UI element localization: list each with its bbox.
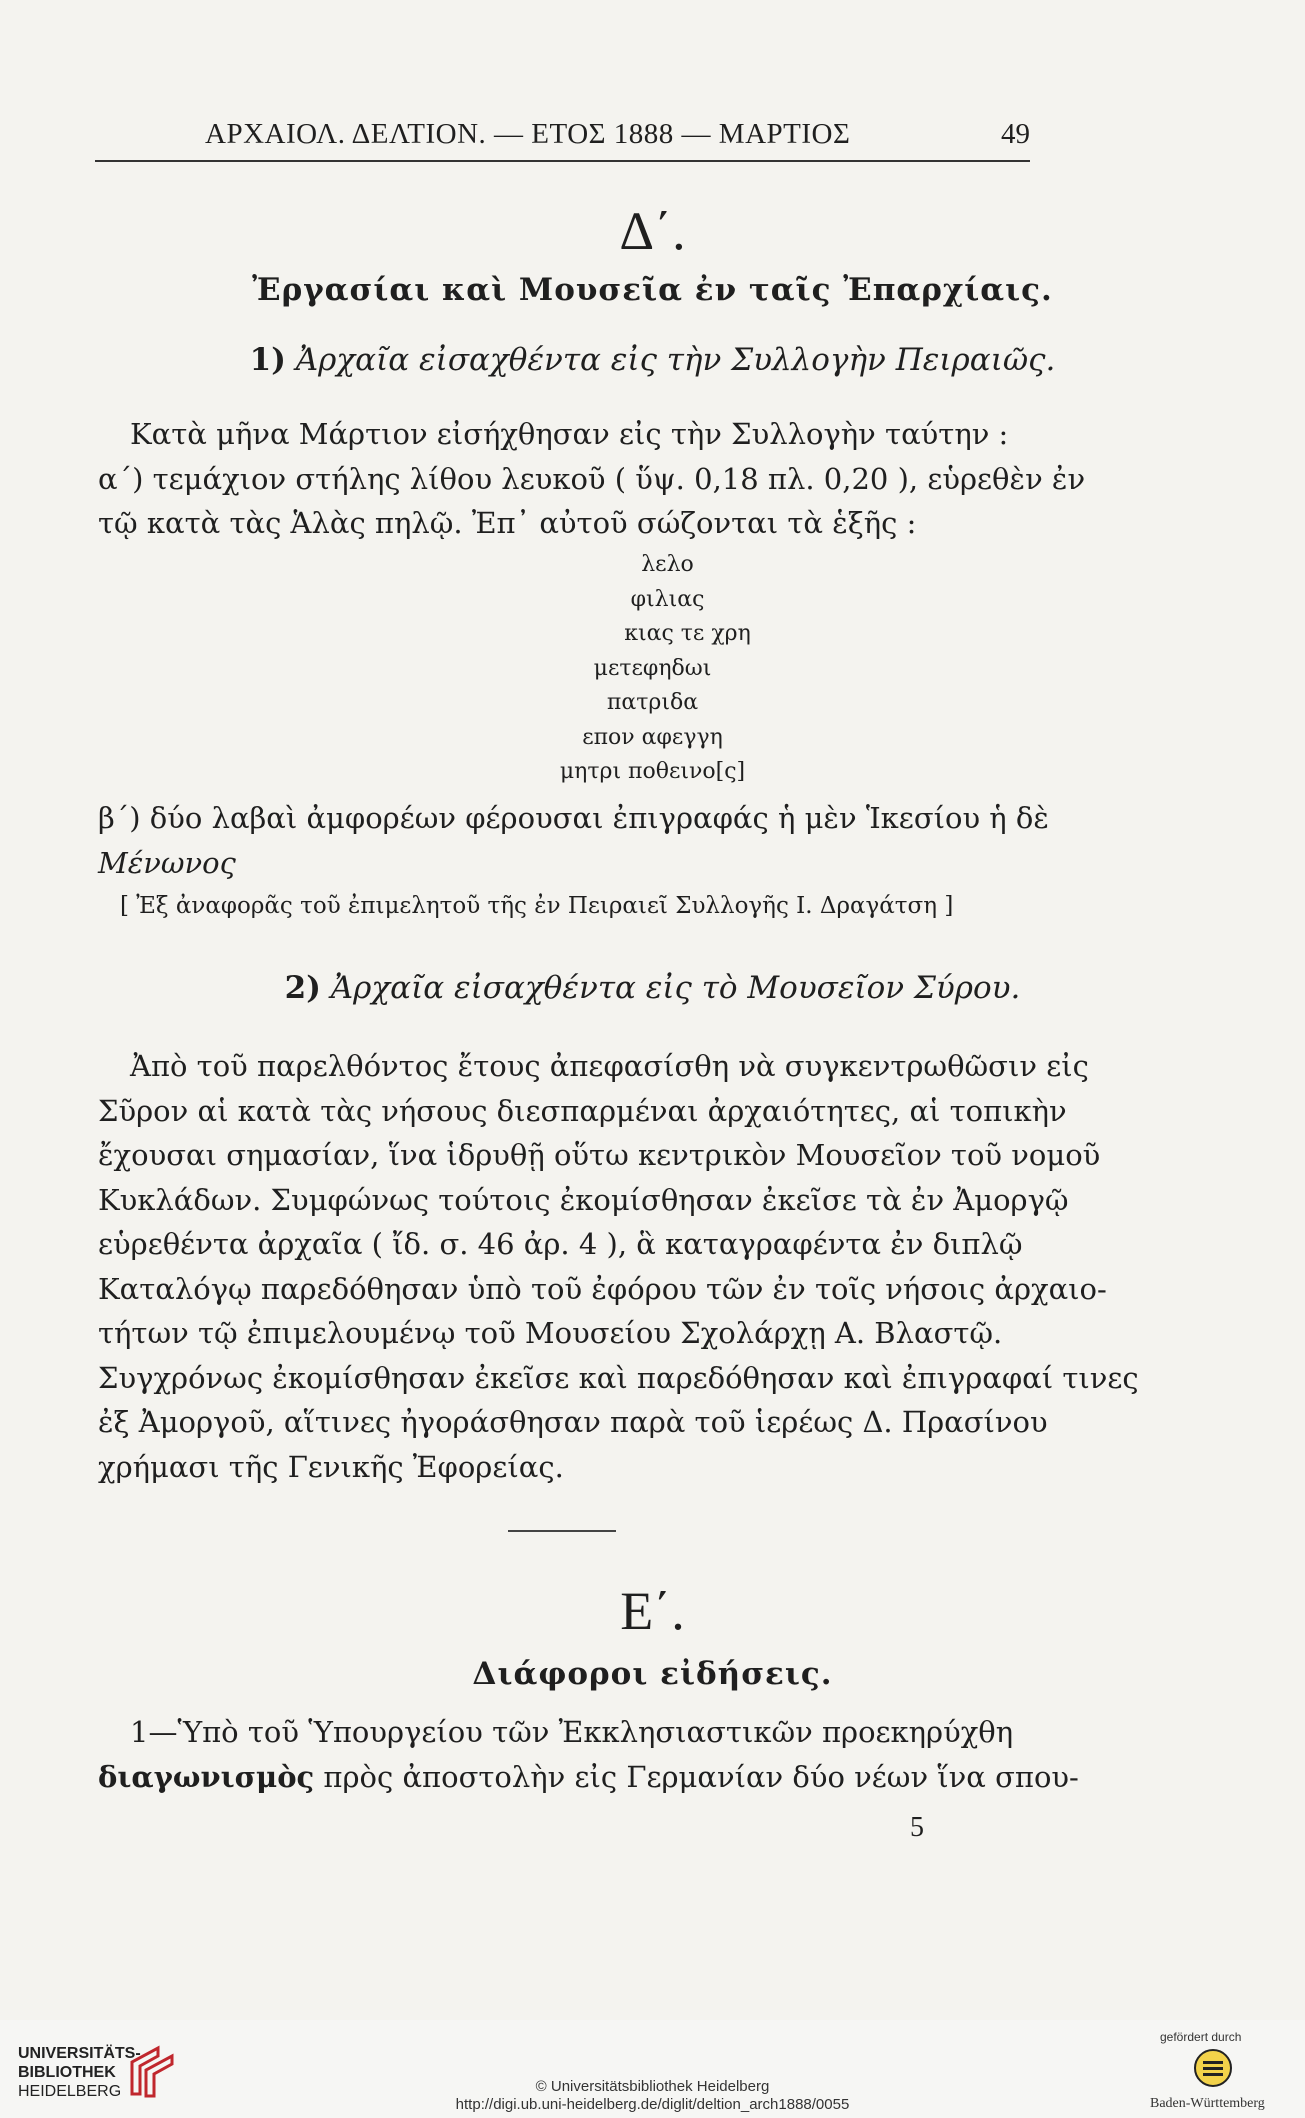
running-head: ΑΡΧΑΙΟΛ. ΔΕΛΤΙΟΝ. — ΕΤΟΣ 1888 — ΜΑΡΤΙΟΣ (205, 118, 851, 150)
bold-word: διαγωνισμὸς (98, 1759, 315, 1794)
inscription-line: φιλιας (630, 586, 705, 612)
page-number: 49 (1001, 118, 1030, 150)
signature-mark: 5 (910, 1812, 924, 1843)
subheading-1-number: 1) (249, 342, 286, 378)
text-line: ἐξ Ἀμοργοῦ, αἵτινες ἠγοράσθησαν παρὰ τοῦ ἱερέως Δ. Πρασίνου (98, 1405, 1048, 1439)
copyright-notice: © Universitätsbibliothek Heidelberg (535, 2078, 770, 2095)
footer-bar (0, 2020, 1305, 2118)
section-e-mark: Ε΄. (620, 1581, 685, 1641)
inscription-line: μετεφηδωι (593, 655, 712, 681)
inscription-line: πατριδα (606, 690, 699, 715)
text-line-rest: πρὸς ἀποστολὴν εἰς Γερμανίαν δύο νέων ἵνα σπου- (314, 1759, 1079, 1794)
text-line: α΄) τεμάχιον στήλης λίθου λευκοῦ ( ὕψ. 0,18 πλ. 0,20 ), εὑρεθὲν ἐν (98, 461, 1086, 496)
paragraph-piraeus (98, 412, 1086, 546)
subheading-1 (0, 342, 1305, 378)
text-line (98, 1755, 1079, 1800)
text-line: ἔχουσαι σημασίαν, ἵνα ἱδρυθῇ οὕτω κεντρικὸν Μουσεῖον τοῦ νομοῦ (98, 1138, 1101, 1172)
library-line: BIBLIOTHEK (18, 2064, 116, 2081)
baden-wuerttemberg-crest-icon (1193, 2048, 1233, 2088)
reference-note: [ Ἐξ ἀναφορᾶς τοῦ ἐπιμελητοῦ τῆς ἐν Πειραιεῖ Συλλογῆς Ι. Δραγάτση ] (120, 893, 954, 919)
subheading-2 (0, 970, 1305, 1006)
page-header (95, 112, 1030, 162)
subheading-2-number: 2) (284, 970, 321, 1006)
section-d-mark: Δ΄. (619, 201, 686, 261)
subheading-1-text: Ἀρχαῖα εἰσαχθέντα εἰς τὴν Συλλογὴν Πειραιῶς. (295, 342, 1056, 378)
text-line: τήτων τῷ ἐπιμελουμένῳ τοῦ Μουσείου Σχολάρχῃ Α. Βλαστῷ. (98, 1316, 1003, 1350)
text-line: τῷ κατὰ τὰς Ἁλὰς πηλῷ. Ἐπ᾽ αὐτοῦ σώζονται τὰ ἑξῆς : (98, 506, 917, 540)
library-line: UNIVERSITÄTS- (18, 2045, 141, 2062)
paragraph-amphora-handles (98, 796, 1049, 885)
text-line: εὑρεθέντα ἀρχαῖα ( ἴδ. σ. 46 ἀρ. 4 ), ἃ καταγραφέντα ἐν διπλῷ (98, 1227, 1023, 1261)
inscription-block (0, 548, 1305, 790)
inscription-line: κιας τε χρη (624, 621, 751, 646)
section-divider (508, 1530, 616, 1532)
source-url[interactable]: http://digi.ub.uni-heidelberg.de/diglit/deltion_arch1888/0055 (455, 2096, 850, 2113)
section-d-title: Ἐργασίαι καὶ Μουσεῖα ἐν ταῖς Ἐπαρχίαις. (252, 272, 1053, 308)
inscription-line: λελο (641, 552, 694, 577)
funded-label: gefördert durch (1160, 2030, 1242, 2044)
inscription-line: μητρι ποθεινο[ς] (559, 759, 746, 784)
section-e-title: Διάφοροι εἰδήσεις. (472, 1656, 833, 1692)
text-line: Μένωνος (98, 845, 236, 880)
text-line: Σῦρον αἱ κατὰ τὰς νήσους διεσπαρμέναι ἀρχαιότητες, αἱ τοπικὴν (98, 1093, 1067, 1128)
text-line: 1—Ὑπὸ τοῦ Ὑπουργείου τῶν Ἐκκλησιαστικῶν προεκηρύχθη (130, 1715, 1014, 1749)
text-line: Καταλόγῳ παρεδόθησαν ὑπὸ τοῦ ἐφόρου τῶν ἐν τοῖς νήσοις ἀρχαιο- (98, 1271, 1107, 1306)
inscription-line: επον αφεγγη (582, 724, 723, 750)
text-line: Συγχρόνως ἐκομίσθησαν ἐκεῖσε καὶ παρεδόθησαν καὶ ἐπιγραφαί τινες (98, 1360, 1139, 1395)
text-line: χρήμασι τῆς Γενικῆς Ἐφορείας. (98, 1449, 564, 1484)
paragraph-syros-museum (98, 1044, 1139, 1489)
subheading-2-text: Ἀρχαῖα εἰσαχθέντα εἰς τὸ Μουσεῖον Σύρου. (330, 970, 1021, 1006)
text-line: β΄) δύο λαβαὶ ἀμφορέων φέρουσαι ἐπιγραφάς ἡ μὲν Ἱκεσίου ἡ δὲ (98, 801, 1049, 835)
text-line: Κυκλάδων. Συμφώνως τούτοις ἐκομίσθησαν ἐκεῖσε τὰ ἐν Ἀμοργῷ (98, 1182, 1069, 1217)
library-line: HEIDELBERG (18, 2083, 122, 2100)
funder-name: Baden-Württemberg (1150, 2096, 1265, 2111)
text-line: Κατὰ μῆνα Μάρτιον εἰσήχθησαν εἰς τὴν Συλλογὴν ταύτην : (130, 417, 1009, 451)
text-line: Ἀπὸ τοῦ παρελθόντος ἔτους ἀπεφασίσθη νὰ συγκεντρωθῶσιν εἰς (130, 1049, 1089, 1083)
paragraph-competition (98, 1710, 1079, 1799)
